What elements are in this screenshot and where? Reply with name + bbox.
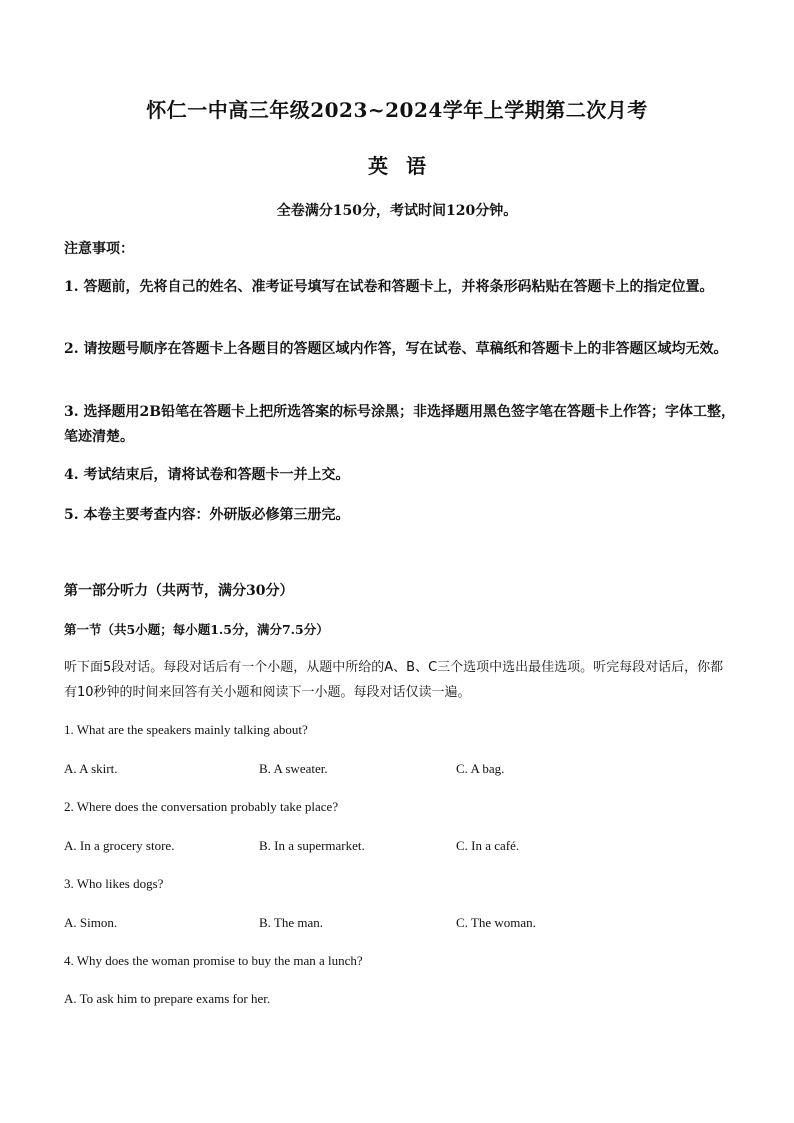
exam-title: 怀仁一中高三年级2023~2024学年上学期第二次月考 bbox=[146, 98, 648, 122]
notice-item: 1. 答题前，先将自己的姓名、准考证号填写在试卷和答题卡上，并将条形码粘贴在答题卡上的指定位置。 bbox=[64, 279, 714, 295]
section-heading: 第一节（共5小题；每小题1.5分，满分7.5分） bbox=[64, 622, 329, 637]
answer-option: C. The woman. bbox=[456, 915, 536, 930]
notice-item: 4. 考试结束后，请将试卷和答题卡一并上交。 bbox=[64, 467, 350, 483]
notice-item: 5. 本卷主要考查内容：外研版必修第三册完。 bbox=[64, 507, 350, 523]
answer-option: A. In a grocery store. bbox=[64, 838, 175, 853]
notice-item: 2. 请按题号顺序在答题卡上各题目的答题区域内作答，写在试卷、草稿纸和答题卡上的非答题区域均无效。 bbox=[64, 341, 728, 357]
question-stem: 1. What are the speakers mainly talking about? bbox=[64, 722, 308, 737]
answer-option: B. A sweater. bbox=[259, 761, 328, 776]
score-note: 全卷满分150分，考试时间120分钟。 bbox=[276, 203, 518, 219]
question-stem: 3. Who likes dogs? bbox=[64, 876, 164, 891]
part-heading: 第一部分听力（共两节，满分30分） bbox=[64, 583, 294, 599]
answer-option: A. Simon. bbox=[64, 915, 118, 930]
answer-option: A. A skirt. bbox=[64, 761, 118, 776]
section-instructions: 听下面5段对话。每段对话后有一个小题，从题中所给的A、B、C三个选项中选出最佳选项。听完每段对话后，你都有10秒钟的时间来回答有关小题和阅读下一小题。每段对话仅读一遍。 bbox=[64, 660, 724, 700]
answer-option: A. To ask him to prepare exams for her. bbox=[64, 991, 271, 1006]
answer-option: B. The man. bbox=[259, 915, 324, 930]
answer-option: C. In a café. bbox=[456, 838, 520, 853]
notice-heading: 注意事项： bbox=[64, 241, 134, 257]
notice-item: 3. 选择题用2B铅笔在答题卡上把所选答案的标号涂黑；非选择题用黑色签字笔在答题卡上作答；字体工整，笔迹清楚。 bbox=[64, 404, 736, 445]
subject-title: 英语 bbox=[368, 154, 444, 178]
question-stem: 2. Where does the conversation probably take place? bbox=[64, 799, 339, 814]
answer-option: B. In a supermarket. bbox=[259, 838, 365, 853]
question-stem: 4. Why does the woman promise to buy the man a lunch? bbox=[64, 953, 363, 968]
answer-option: C. A bag. bbox=[456, 761, 505, 776]
